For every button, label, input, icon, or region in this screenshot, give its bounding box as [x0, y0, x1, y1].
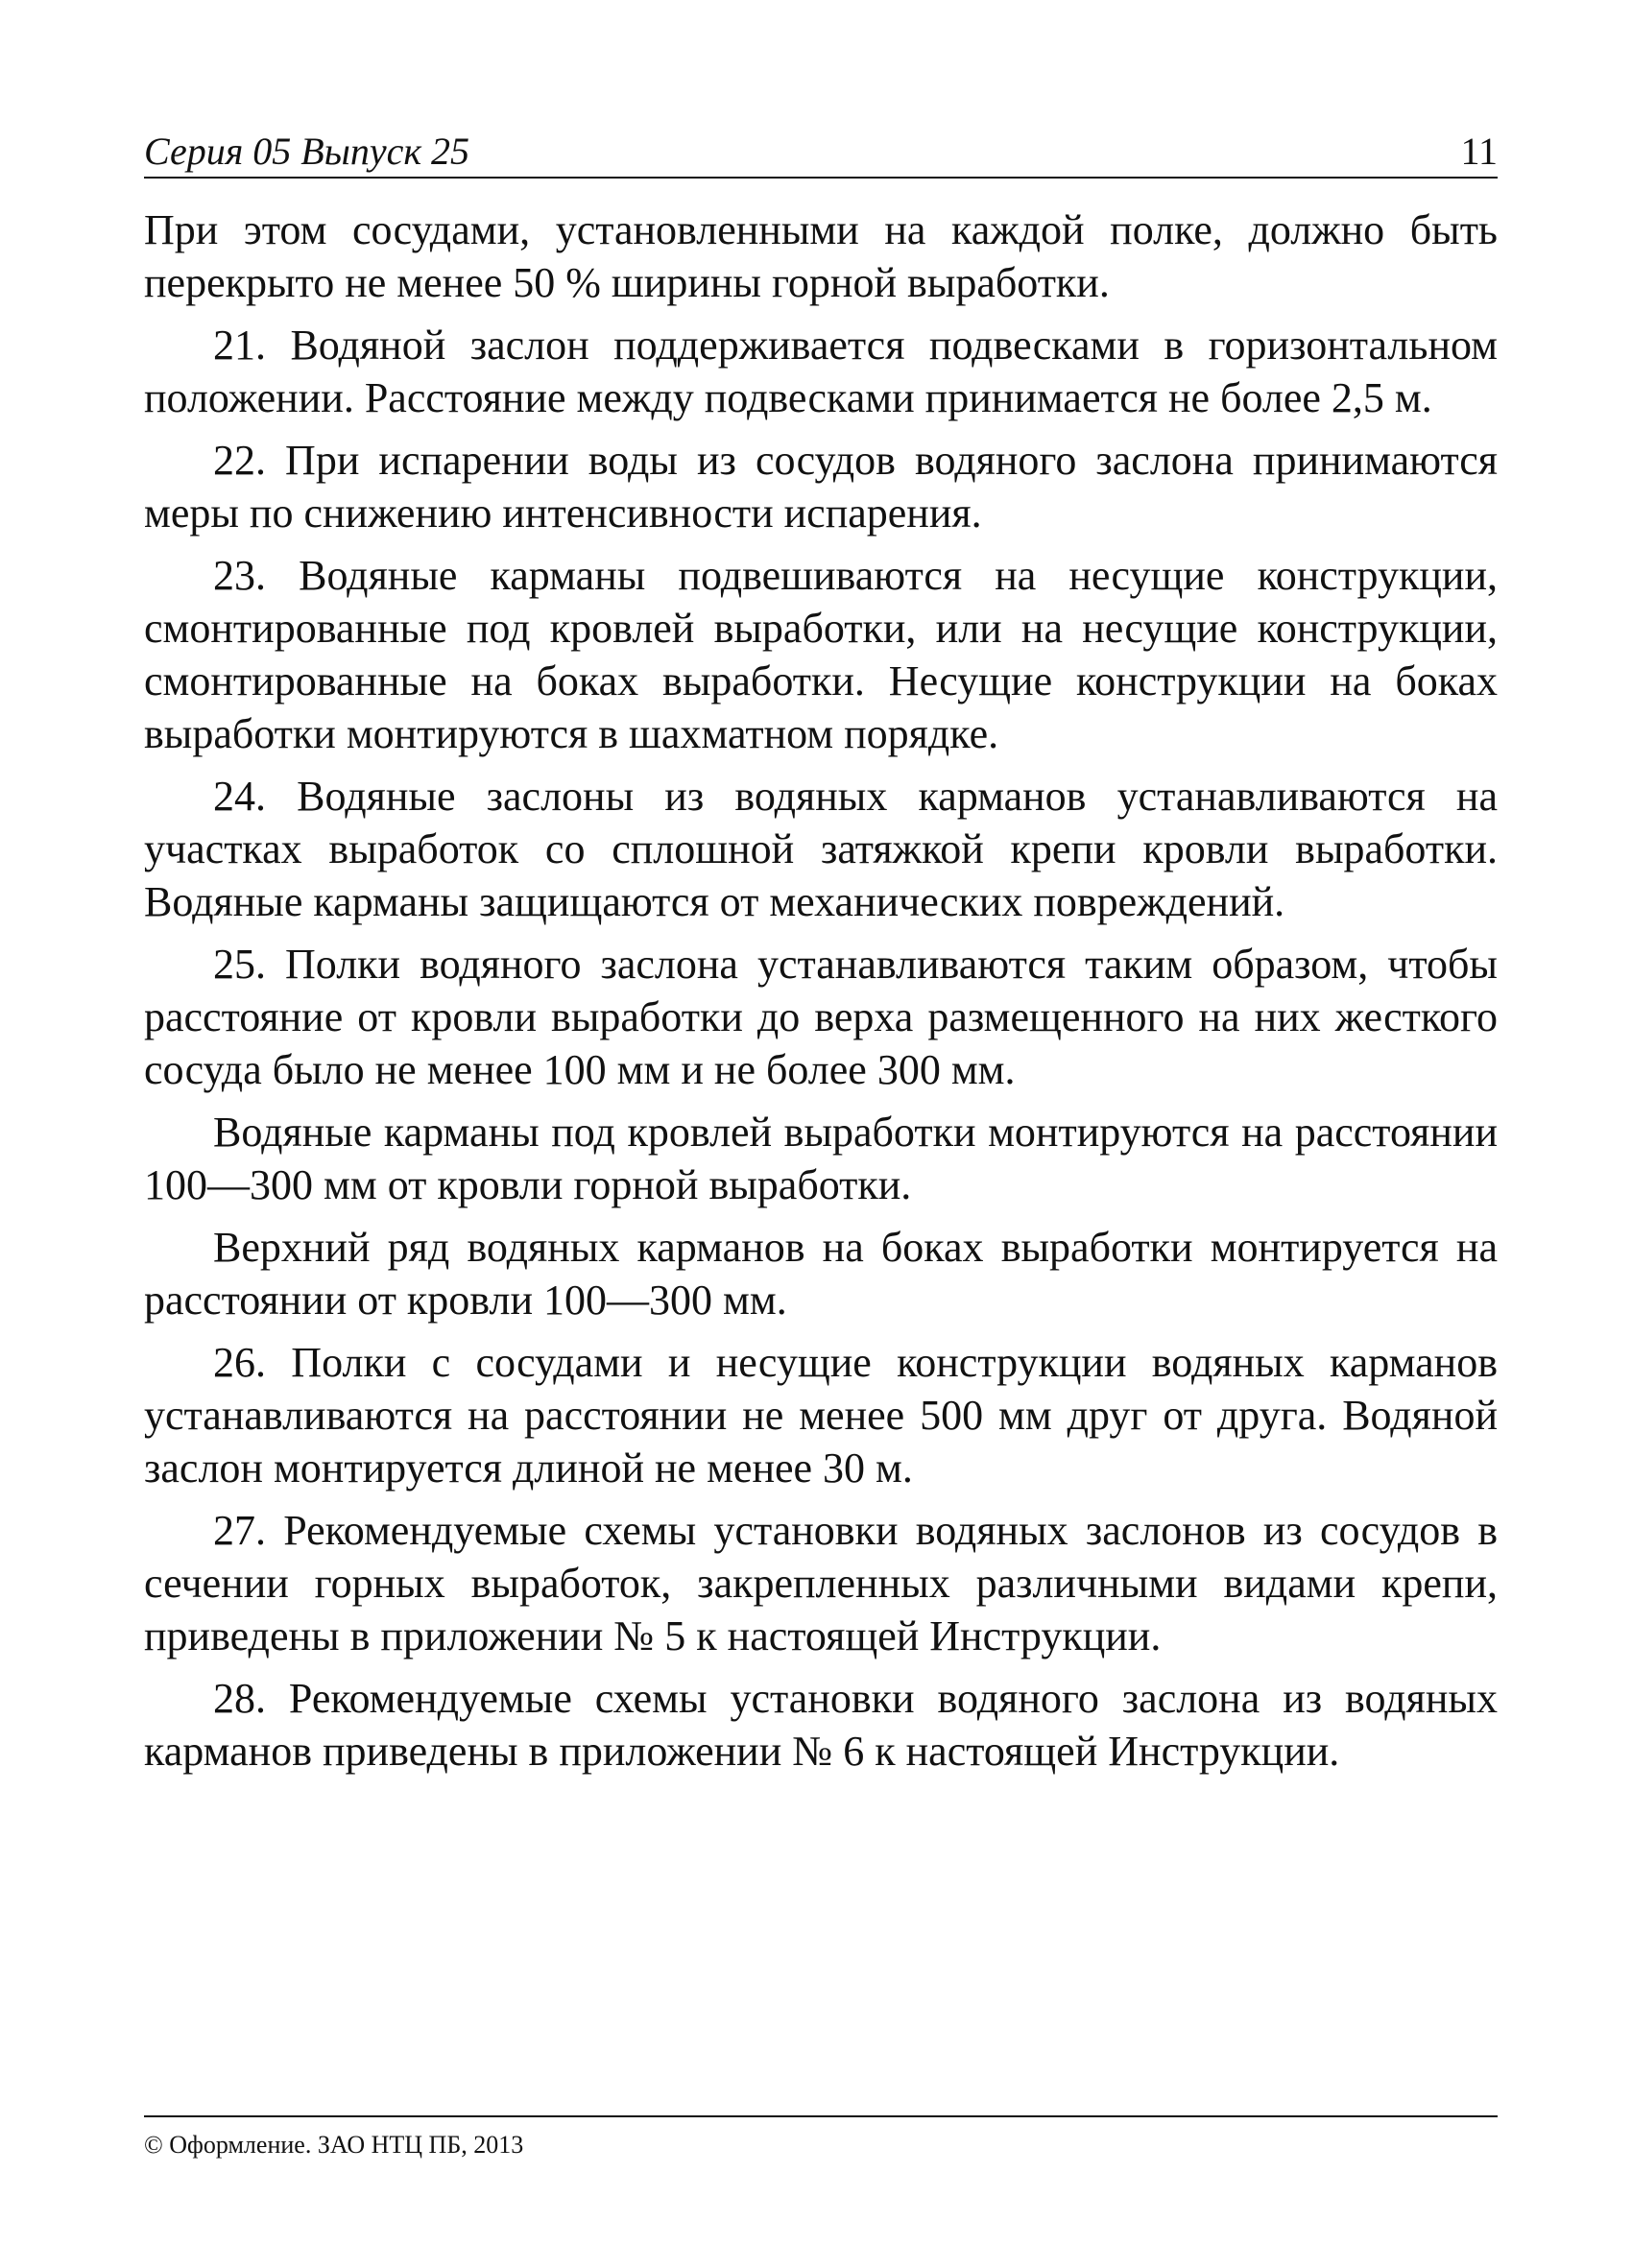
- page-header: [144, 123, 1498, 179]
- page-body: [144, 203, 1498, 1787]
- paragraph-water-pockets-sides: Верхний ряд водяных карманов на боках выработки монтируется на расстоянии от кровли 100—300 мм.: [144, 1224, 1498, 1324]
- paragraph-item-28: 28. Рекомендуемые схемы установки водяного заслона из водяных карманов приведены в приложении № 6 к настоящей Инструкции.: [144, 1675, 1498, 1775]
- page-footer: [144, 2115, 1498, 2160]
- paragraph-water-pockets-roof: Водяные карманы под кровлей выработки монтируются на расстоянии 100—300 мм от кровли горной выработки.: [144, 1109, 1498, 1208]
- paragraph-item-23: 23. Водяные карманы подвешиваются на несущие конструкции, смонтированные под кровлей выработки, или на несущие конструкции, смонтированные на боках выработки. Несущие конструкции на боках выработки монтируются в шахматном порядке.: [144, 552, 1498, 757]
- paragraph-item-22: 22. При испарении воды из сосудов водяного заслона принимаются меры по снижению интенсивности испарения.: [144, 437, 1498, 537]
- page-number: 11: [1460, 130, 1498, 173]
- paragraph-continuation: При этом сосудами, установленными на каждой полке, должно быть перекрыто не менее 50 % ширины горной выработки.: [144, 206, 1498, 306]
- paragraph-item-24: 24. Водяные заслоны из водяных карманов устанавливаются на участках выработок со сплошной затяжкой крепи кровли выработки. Водяные карманы защищаются от механических повреждений.: [144, 773, 1498, 925]
- paragraph-item-21: 21. Водяной заслон поддерживается подвесками в горизонтальном положении. Расстояние между подвесками принимается не более 2,5 м.: [144, 322, 1498, 421]
- paragraph-item-26: 26. Полки с сосудами и несущие конструкции водяных карманов устанавливаются на расстоянии не менее 500 мм друг от друга. Водяной заслон монтируется длиной не менее 30 м.: [144, 1339, 1498, 1492]
- paragraph-item-27: 27. Рекомендуемые схемы установки водяных заслонов из сосудов в сечении горных выработок, закрепленных различными видами крепи, приведены в приложении № 5 к настоящей Инструкции.: [144, 1507, 1498, 1659]
- series-title: Серия 05 Выпуск 25: [144, 130, 470, 173]
- paragraph-item-25: 25. Полки водяного заслона устанавливаются таким образом, чтобы расстояние от кровли выработки до верха размещенного на них жесткого сосуда было не менее 100 мм и не более 300 мм.: [144, 941, 1498, 1093]
- copyright-notice: © Оформление. ЗАО НТЦ ПБ, 2013: [144, 2131, 524, 2159]
